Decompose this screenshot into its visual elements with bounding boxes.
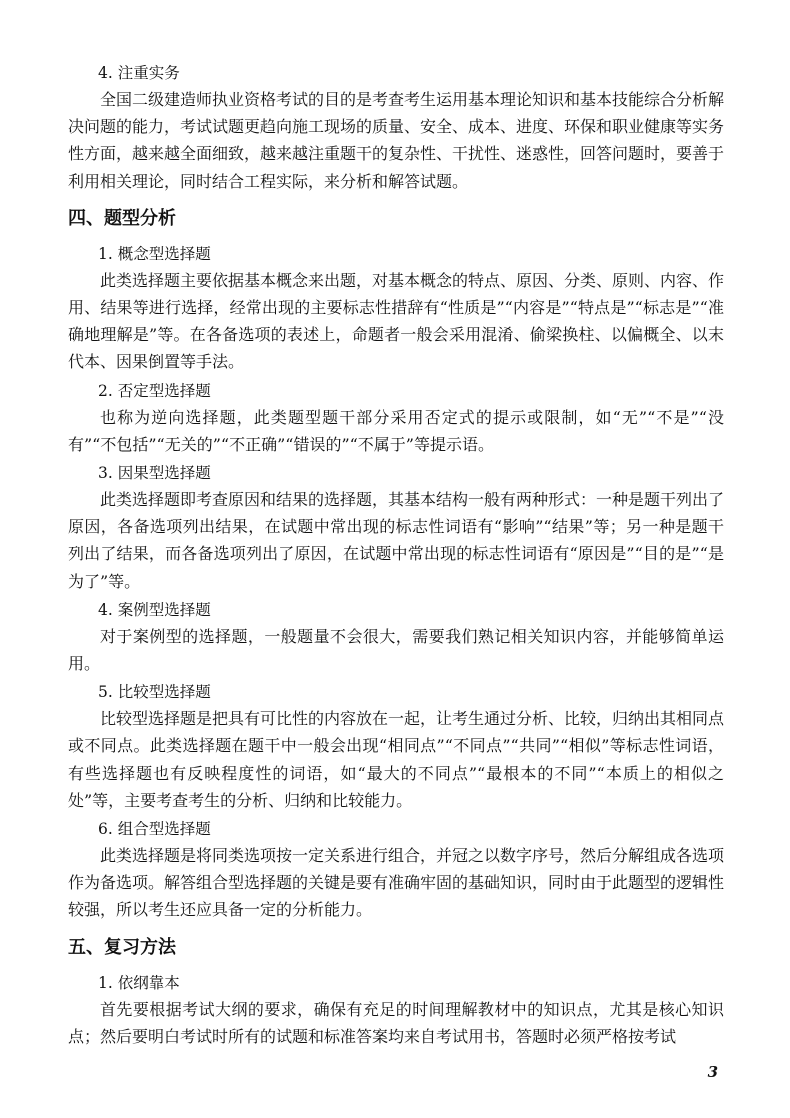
subsection-title-combination-type: 6. 组合型选择题 [98, 820, 211, 839]
subsection-title-comparison-type: 5. 比较型选择题 [98, 683, 211, 702]
subsection-title-concept-type: 1. 概念型选择题 [98, 244, 211, 263]
paragraph-negative-type: 也称为逆向选择题，此类题型题干部分采用否定式的提示或限制，如“无”“不是”“没有”“不包括”“无关的”“不正确”“错误的”“不属于”等提示语。 [68, 407, 724, 454]
paragraph-case-type: 对于案例型的选择题，一般题量不会很大，需要我们熟记相关知识内容，并能够简单运用。 [68, 626, 724, 674]
paragraph-focus-practice: 全国二级建造师执业资格考试的目的是考查考生运用基本理论知识和基本技能综合分析解决问题的能力，考试试题更趋向施工现场的质量、安全、成本、进度、环保和职业健康等实务性方面，越来越全面细致，越来越注重题干的复杂性、干扰性、迷惑性，回答问题时，要善于利用相关理论，同时结合工程实际，来分析和解答试题。 [68, 90, 725, 191]
subsection-title-cause-effect-type: 3. 因果型选择题 [98, 464, 211, 483]
paragraph-concept-type: 此类选择题主要依据基本概念来出题，对基本概念的特点、原因、分类、原则、内容、作用、结果等进行选择，经常出现的主要标志性措辞有“性质是”“内容是”“特点是”“标志是”“准确地理解是”等。在各备选项的表述上，命题者一般会采用混淆、偷梁换柱、以偏概全、以末代本、因果倒置等手法。 [68, 270, 725, 372]
page-number: 3 [707, 1063, 718, 1081]
subsection-title-negative-type: 2. 否定型选择题 [98, 381, 211, 400]
subsection-title-follow-outline: 1. 依纲靠本 [98, 973, 180, 992]
subsection-title-case-type: 4. 案例型选择题 [98, 600, 211, 619]
paragraph-combination-type: 此类选择题是将同类选项按一定关系进行组合，并冠之以数字序号，然后分解组成各选项作为备选项。解答组合型选择题的关键是要有准确牢固的基础知识，同时由于此题型的逻辑性较强，所以考生还应具备一定的分析能力。 [68, 846, 725, 920]
page-content [68, 60, 724, 1052]
paragraph-comparison-type: 比较型选择题是把具有可比性的内容放在一起，让考生通过分析、比较，归纳出其相同点或不同点。此类选择题在题干中一般会出现“相同点”“不同点”“共同”“相似”等标志性词语，有些选择题也有反映程度性的词语，如“最大的不同点”“最根本的不同”“本质上的相似之处”等，主要考查考生的分析、归纳和比较能力。 [68, 709, 725, 810]
paragraph-cause-effect-type: 此类选择题即考查原因和结果的选择题，其基本结构一般有两种形式：一种是题干列出了原因，各备选项列出结果，在试题中常出现的标志性词语有“影响”“结果”等；另一种是题干列出了结果，而各备选项列出了原因，在试题中常出现的标志性词语有“原因是”“目的是”“是为了”等。 [68, 490, 725, 591]
section-heading-review-methods: 五、复习方法 [68, 936, 176, 958]
section-heading-question-types: 四、题型分析 [68, 207, 176, 229]
paragraph-follow-outline: 首先要根据考试大纲的要求，确保有充足的时间理解教材中的知识点，尤其是核心知识点；然后要明白考试时所有的试题和标准答案均来自考试用书，答题时必须严格按考试 [68, 999, 724, 1046]
subsection-title-focus-practice: 4. 注重实务 [98, 64, 180, 82]
